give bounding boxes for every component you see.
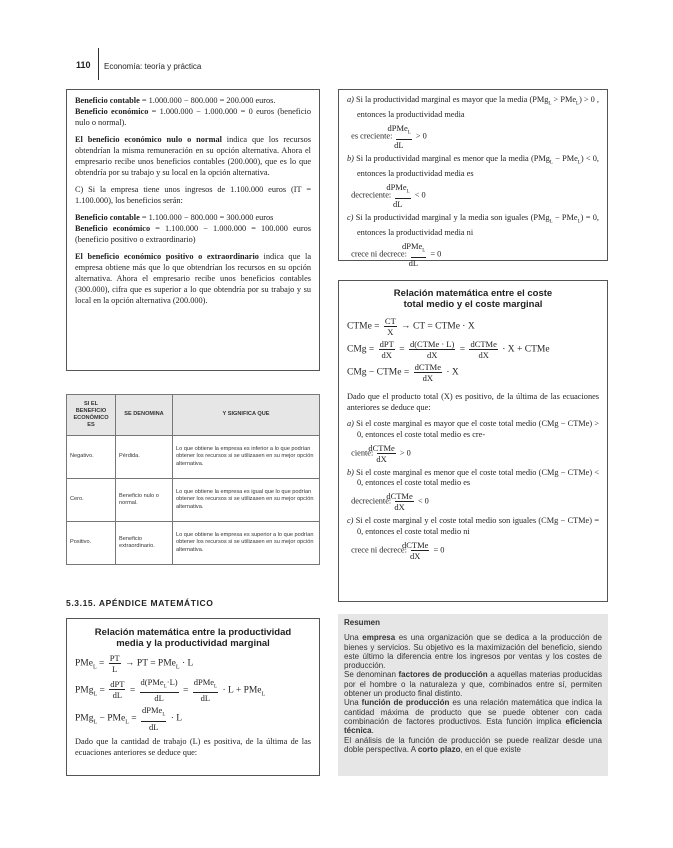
productividad-cases-box <box>338 89 608 268</box>
paragraph: El beneficio económico nulo o normal indica que los recursos obtendrían la misma remuneración en su opción alternativa. Ahora el empresario recibe unos beneficios contables (200.000), que es lo que obtendría por su trabajo y su local en la opción alternativa. <box>75 135 311 177</box>
case-a: a) Si la productividad marginal es mayor que la media (PMg$_L$ > PMe$_L$) > 0 , entonces la productividad media <box>347 95 599 120</box>
case-b: b) Si la productividad marginal es menor que la media (PMg$_L$ − PMe$_L$) < 0, entonces la productividad media es <box>347 153 599 179</box>
paragraph: Beneficio contable = 1.100.000 − 800.000 = 300.000 euros <box>75 213 274 222</box>
beneficio-example-box <box>66 89 320 371</box>
section-heading: 5.3.15. APÉNDICE MATEMÁTICO <box>66 598 214 608</box>
box-title: Relación matemática entre el coste total medio y el coste marginal <box>393 288 553 310</box>
paragraph: El beneficio económico positivo o extraordinario indica que la empresa obtiene más que lo que obtendrían los recursos en su opción alternativa. Ahora el empresario recibe unos beneficios contables (300.000), cifra que es superior a lo que obtendría por su trabajo y su local en la opción alternativa (200.000). <box>75 252 312 305</box>
paragraph: Dado que la cantidad de trabajo (L) es positiva, de la última de las ecuaciones anteriores se deduce que: <box>75 736 311 757</box>
page-number: 110 <box>76 60 91 70</box>
paragraph: Una empresa es una organización que se dedica a la producción de bienes y servicios. Su objetivo es la maximización del beneficio, siendo este último la diferencia entre los ingresos por ventas y los costes de producción. <box>344 633 603 671</box>
paragraph: Beneficio contable = 1.000.000 − 800.000 = 200.000 euros. <box>75 96 276 105</box>
case-b-formula: decreciente: $\frac{\text{dCTMe}}{dX}$ < 0 <box>351 491 429 513</box>
equation: CTMe = $\frac{CT}{X}$ → CT = CTMe · X <box>347 316 475 337</box>
table-header-row <box>67 395 320 436</box>
book-title: Economía: teoría y práctica <box>104 62 202 71</box>
productividad-box <box>66 618 320 776</box>
paragraph: Una función de producción es una relación matemática que indica la cantidad máxima de producto que se puede obtener con cada combinación de factores productivos. Esta función implica eficiencia técnica. <box>344 698 603 736</box>
paragraph: El análisis de la función de producción se puede realizar desde una doble perspectiva. A corto plazo, en el que existe <box>344 735 602 754</box>
header-divider <box>98 48 99 80</box>
table-row: Positivo. Beneficio extraordinario. Lo que obtiene la empresa es superior a lo que podrían obtener los recursos si se utilizasen en su mejor opción alternativa. <box>67 522 320 565</box>
paragraph: Beneficio económico = 1.100.000 − 1.000.000 = 100.000 euros (beneficio positivo o extraordinario) <box>75 224 311 244</box>
case-b: b) Si el coste marginal es menor que el coste total medio (CMg − CTMe) < 0, entonces el coste total medio es <box>347 467 600 488</box>
resumen-title: Resumen <box>344 618 381 627</box>
equation: PMg$_L$ − PMe$_L$ = $\frac{dPMe_L}{dL}$ · L <box>75 705 183 732</box>
equation: PMg$_L$ = $\frac{\text{dPT}}{dL}$ = $\frac{d(PMe_L\cdot L)}{dL}$ = $\frac{dPMe_L}{dL}$ · L + PMe$_L$ <box>75 676 266 704</box>
case-c: c) Si el coste marginal y el coste total medio son iguales (CMg − CTMe) = 0, entonces el coste total medio ni <box>347 516 600 536</box>
coste-box <box>338 280 608 602</box>
case-a-formula: es creciente: $\frac{dPMe_L}{dL}$ > 0 <box>351 123 427 150</box>
paragraph: Beneficio económico = 1.000.000 − 1.000.000 = 0 euros (beneficio nulo o normal). <box>75 107 311 127</box>
resumen-box <box>338 614 608 776</box>
case-c: c) Si la productividad marginal y la media son iguales (PMg$_L$ − PMe$_L$) = 0, entonces la productividad media ni <box>347 212 599 238</box>
equation: CMg = $\frac{\text{dPT}}{dX}$ = $\frac{\text{d(CTMe · L)}}{dX}$ = $\frac{\text{dCTMe}}{dX}$ · X + CTMe <box>347 339 550 360</box>
column-header: SI EL BENEFICIO ECONÓMICO ES <box>67 395 116 436</box>
case-a: a) Si el coste marginal es mayor que el coste total medio (CMg − CTMe) > 0, entonces el coste total medio es cre- <box>347 419 600 439</box>
equation: CMg − CTMe = $\frac{\text{dCTMe}}{dX}$ · X <box>347 362 459 383</box>
beneficio-table <box>66 394 320 565</box>
paragraph: C) Si la empresa tiene unos ingresos de 1.100.000 euros (IT = 1.100.000), los beneficios serán: <box>75 185 311 205</box>
case-c-formula: crece ni decrece: $\frac{dPMe_L}{dL}$ = 0 <box>351 241 442 268</box>
case-b-formula: decreciente: $\frac{dPMe_L}{dL}$ < 0 <box>351 182 426 209</box>
table-row: Cero. Beneficio nulo o normal. Lo que obtiene la empresa es igual que lo que podrían obtener los recursos si se utilizasen en su mejor opción alternativa. <box>67 479 320 522</box>
column-header: SE DENOMINA <box>116 395 173 436</box>
paragraph: Se denominan factores de producción a aquellas materias producidas por el hombre o la naturaleza y que, combinados entre sí, permiten obtener un producto final distinto. <box>344 670 602 699</box>
case-a-formula: ciente: $\frac{\text{dCTMe}}{dX}$ > 0 <box>351 442 411 464</box>
page-header <box>76 60 91 74</box>
case-c-formula: crece ni decrece: $\frac{\text{dCTMe}}{dX}$ = 0 <box>351 539 445 561</box>
table-row: Negativo. Pérdida. Lo que obtiene la empresa es inferior a lo que podrían obtener los recursos si se utilizasen en su mejor opción alternativa. <box>67 436 320 479</box>
equation: PMe$_L$ = $\frac{PT}{L}$ → PT = PMe$_L$ · L <box>75 653 194 674</box>
column-header: Y SIGNIFICA QUE <box>173 395 320 436</box>
box-title: Relación matemática entre la productividad media y la productividad marginal <box>94 627 292 649</box>
paragraph: Dado que el producto total (X) es positivo, de la última de las ecuaciones anteriores se deduce que: <box>347 392 599 412</box>
